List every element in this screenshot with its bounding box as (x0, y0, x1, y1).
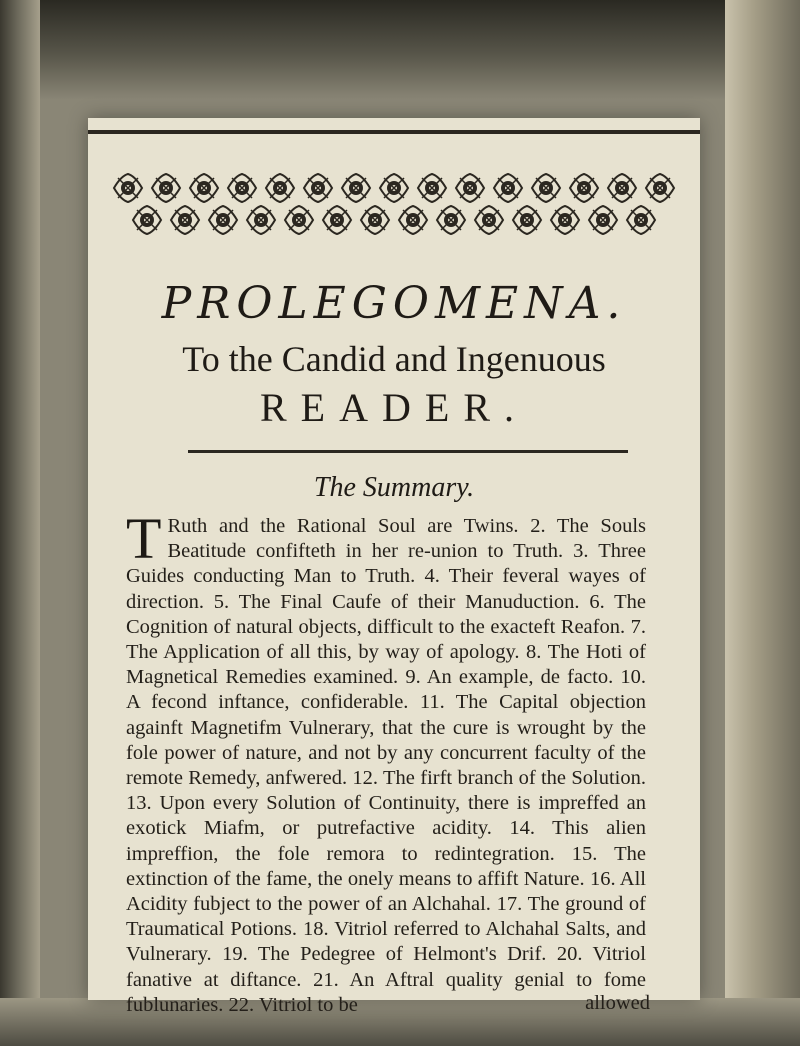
summary-body (126, 506, 646, 1018)
floral-ornament-band (106, 168, 686, 240)
book-page (88, 118, 700, 1016)
page-subtitle: To the Candid and Ingenuous (182, 339, 606, 379)
page-heading: PROLEGOMENA. (161, 278, 627, 329)
summary-title: The Summary. (313, 472, 475, 503)
drop-cap: T (126, 506, 162, 571)
summary-text: Ruth and the Rational Soul are Twins. 2. The Souls Beatitude confifteth in her re-union to Truth. 3. Three Guides conducting Man to Truth. 4. Their feveral wayes of direction. 5. The Final Caufe of their Manuduction. 6. The Cognition of natural objects, difficult to the exacteft Reafon. 7. The Application of all this, by way of apology. 8. The Hoti of Magnetical Remedies examined. 9. An example, de facto. 10. A fecond inftance, confiderable. 11. The Capital objection againft Magnetifm Vulnerary, that the cure is wrought by the fole power of nature, and not by any concurrent faculty of the remote Remedy, anfwered. 12. The firft branch of the Solution. 13. Upon every Solution of Continuity, there is impreffed an exotick Miafm, or putrefactive acidity. 14. This alien impreffion, the fole remora to redintegration. 15. The extinction of the fame, the onely means to affift Nature. 16. All Acidity fubject to the power of an Alchahal. 17. The ground of Traumatical Potions. 18. Vitriol referred to Alchahal Salts, and Vulnerary. 19. The Pedegree of Helmont's Drif. 20. Vitriol fanative at diftance. 21. An Aftral quality genial to fome fublunaries. 22. Vitriol to be (126, 515, 646, 1016)
catchword: allowed (585, 992, 650, 1014)
page-stack-edge (725, 0, 800, 1046)
book-spine-shadow (0, 0, 40, 1046)
reader-title: READER. (260, 385, 528, 430)
scan-top-edge (0, 0, 800, 100)
section-rule (188, 450, 628, 453)
top-rule (88, 130, 700, 134)
